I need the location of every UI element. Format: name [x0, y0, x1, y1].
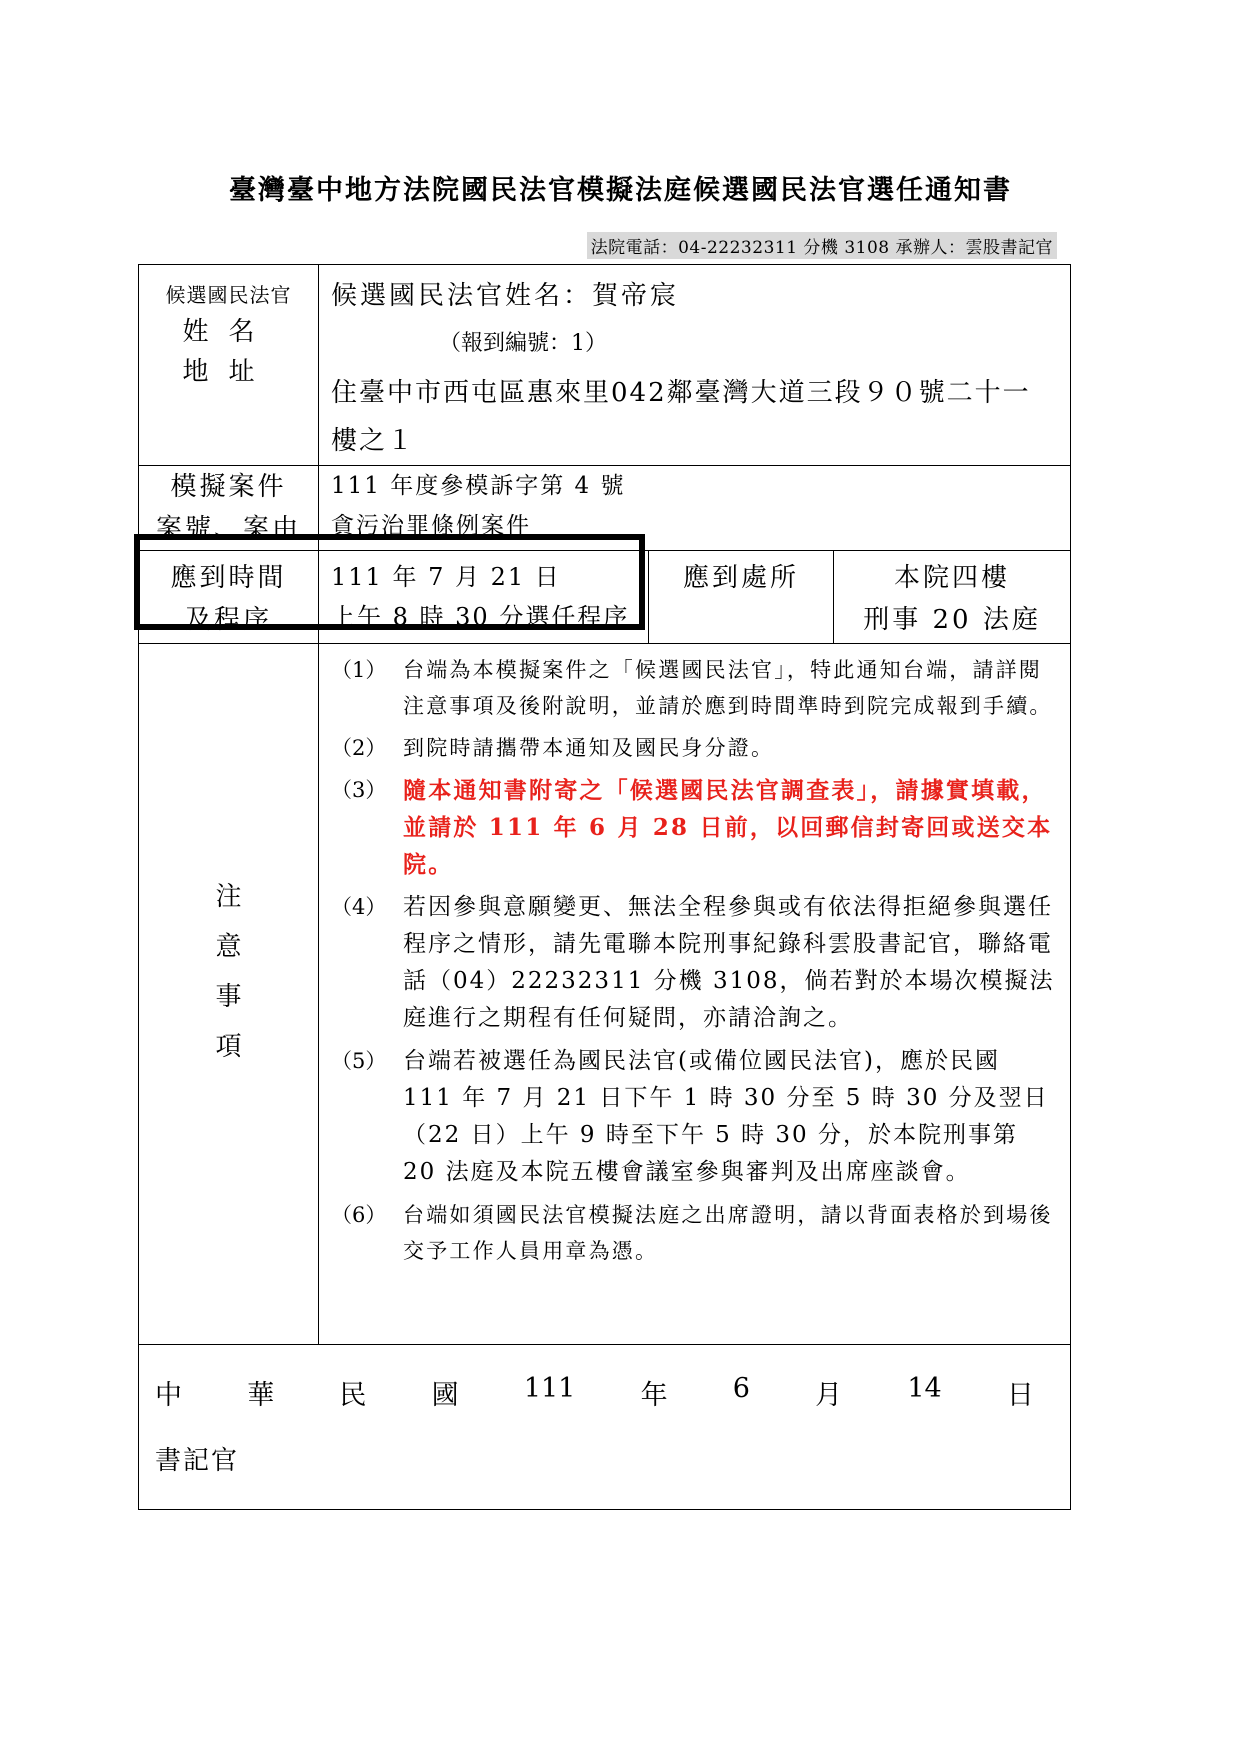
notes-row	[139, 644, 1071, 1345]
note-text: 台端為本模擬案件之「候選國民法官」，特此通知台端，請詳閱注意事項及後附說明，並請於應到時間準時到院完成報到手續。	[403, 658, 1053, 718]
note-number: （3）	[331, 778, 387, 802]
date-part: 華	[247, 1380, 275, 1411]
case-label-cell	[139, 466, 319, 551]
note-text: 若因參與意願變更、無法全程參與或有依法得拒絕參與選任程序之情形，請先電聯本院刑事紀錄科雲股書記官，聯絡電話（04）22232311 分機 3108，倘若對於本場次模擬法庭進行之期程有任何疑問，亦請洽詢之。	[403, 894, 1055, 1031]
note-text-highlighted: 隨本通知書附寄之「候選國民法官調查表」，請據實填載，並請於 111 年 6 月 28 日前，以回郵信封寄回或送交本院。	[403, 777, 1053, 878]
note-item	[331, 889, 1058, 1037]
address-label: 地址	[182, 357, 275, 387]
note-text: 台端若被選任為國民法官(或備位國民法官)，應於民國 111 年 7 月 21 日下午 1 時 30 分至 5 時 30 分及翌日（22 日）上午 9 時至下午 5 時 30 分，於本院刑事第 20 法庭及本院五樓會議室參與審判及出席座談會。	[403, 1048, 1049, 1185]
address-line-1: 住臺中市西屯區惠來里042鄰臺灣大道三段９０號二十一	[331, 378, 1031, 408]
place-label-cell	[649, 551, 834, 644]
date-part: 6	[732, 1373, 750, 1404]
place-line-1: 本院四樓	[894, 563, 1011, 593]
place-info-cell	[834, 551, 1071, 644]
appearance-procedure: 上午 8 時 30 分選任程序	[331, 603, 630, 631]
date-part: 國	[431, 1380, 459, 1411]
notice-form-table	[138, 264, 1071, 1510]
note-item	[331, 1197, 1058, 1269]
date-part: 日	[1006, 1380, 1034, 1411]
note-number: （5）	[331, 1049, 387, 1073]
time-label-2: 及程序	[184, 605, 272, 635]
candidate-name: 候選國民法官姓名：賀帝宸	[331, 281, 680, 311]
note-item	[331, 1043, 1058, 1191]
note-number: （1）	[331, 658, 387, 682]
date-row	[139, 1345, 1071, 1510]
date-part: 民	[339, 1380, 367, 1411]
place-label: 應到處所	[682, 563, 799, 593]
case-number: 111 年度參模訴字第 4 號	[331, 473, 626, 499]
candidate-label: 候選國民法官	[165, 283, 292, 307]
candidate-address	[331, 369, 1062, 465]
notes-label-char-4: 項	[215, 1032, 242, 1062]
notes-label-cell	[139, 644, 319, 1345]
date-cell	[139, 1345, 1071, 1510]
date-part: 111	[523, 1373, 576, 1404]
note-item-highlighted	[331, 772, 1058, 883]
appearance-date: 111 年 7 月 21 日	[331, 563, 561, 591]
page-title: 臺灣臺中地方法院國民法官模擬法庭候選國民法官選任通知書	[229, 175, 1012, 206]
case-row	[139, 466, 1071, 551]
clerk-label: 書記官	[155, 1446, 240, 1476]
note-text: 台端如須國民法官模擬法庭之出席證明，請以背面表格於到場後交予工作人員用章為憑。	[403, 1203, 1053, 1263]
registration-number: （報到編號：1）	[439, 331, 607, 356]
date-part: 14	[907, 1373, 942, 1404]
appearance-row	[139, 551, 1071, 644]
place-line-2: 刑事 20 法庭	[863, 605, 1041, 635]
notes-content-cell	[319, 644, 1071, 1345]
note-number: （4）	[331, 895, 387, 919]
notes-label-char-1: 注	[215, 882, 242, 912]
case-reason: 貪污治罪條例案件	[331, 513, 531, 539]
issue-date	[155, 1373, 1034, 1412]
address-line-2: 樓之１	[331, 426, 416, 456]
date-part: 中	[155, 1380, 182, 1411]
court-contact-line: 法院電話：04-22232311 分機 3108 承辦人：雲股書記官	[587, 232, 1057, 259]
time-info-cell	[319, 551, 649, 644]
candidate-label-cell	[139, 265, 319, 466]
case-label-2: 案號、案由	[155, 514, 301, 544]
candidate-row	[139, 265, 1071, 466]
note-number: （6）	[331, 1203, 387, 1227]
date-part: 年	[640, 1380, 668, 1411]
date-part: 月	[815, 1380, 843, 1411]
case-label-1: 模擬案件	[170, 472, 287, 502]
notes-label-char-2: 意	[215, 932, 242, 962]
time-label-cell	[139, 551, 319, 644]
notes-label-char-3: 事	[215, 982, 242, 1012]
notes-list	[331, 652, 1058, 1269]
candidate-info-cell	[319, 265, 1071, 466]
time-label-1: 應到時間	[170, 563, 287, 593]
note-number: （2）	[331, 736, 387, 760]
notes-label	[139, 644, 318, 1072]
name-label: 姓名	[182, 317, 275, 347]
note-item	[331, 730, 1058, 766]
note-text: 到院時請攜帶本通知及國民身分證。	[403, 736, 775, 760]
note-item	[331, 652, 1058, 724]
case-info-cell	[319, 466, 1071, 551]
